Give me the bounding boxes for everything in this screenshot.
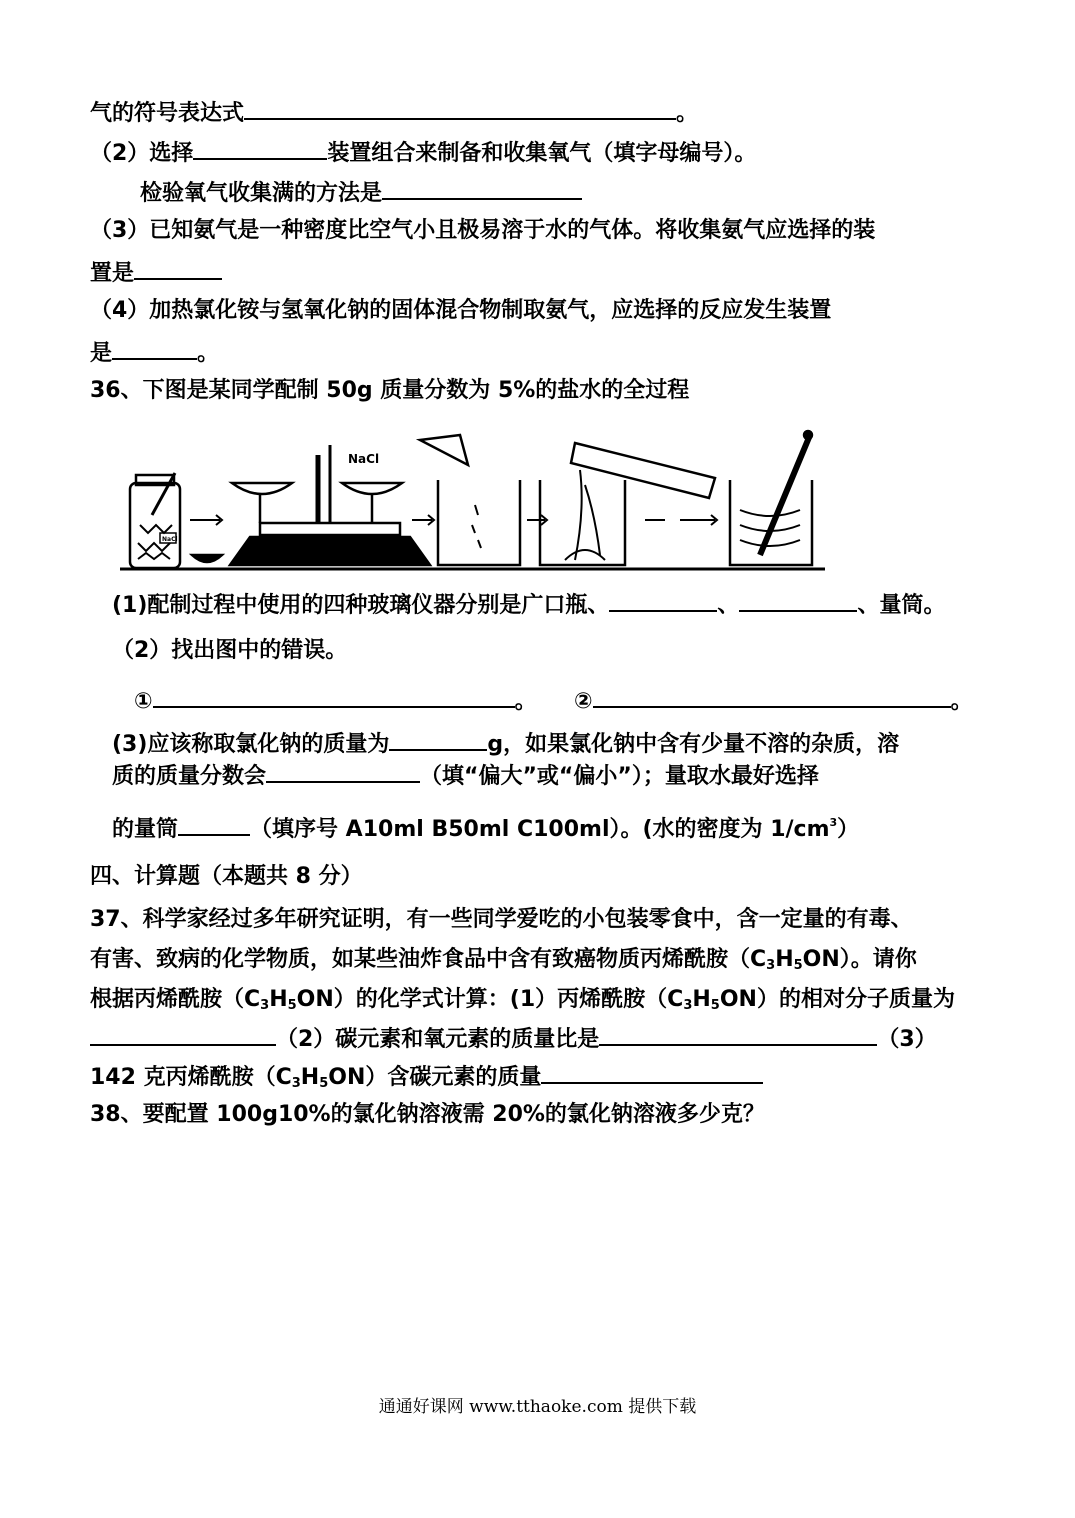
q36-part1: (1)配制过程中使用的四种玻璃仪器分别是广口瓶、 、 、量筒。: [112, 588, 945, 621]
answer-blank[interactable]: [609, 588, 717, 612]
q35-part2: （2）选择 装置组合来制备和收集氧气（填字母编号）。: [90, 136, 756, 169]
solution-preparation-diagram: [120, 425, 825, 575]
q37-line4: （2）碳元素和氧元素的质量比是 （3）: [90, 1022, 937, 1055]
answer-blank[interactable]: [593, 684, 951, 708]
q35-line1: 气的符号表达式 。: [90, 96, 698, 129]
q35-part4-cont: 是 。: [90, 336, 219, 369]
svg-text:NaCl: NaCl: [162, 536, 178, 543]
answer-blank[interactable]: [266, 759, 420, 783]
answer-blank[interactable]: [739, 588, 857, 612]
q37-line3: 根据丙烯酰胺$(C_3H_5ON)$的化学式计算：(1）丙烯酰胺$(C_3H_5ON)$的相对分子质量为: [90, 987, 955, 1013]
reagent-jar-illustration: [130, 473, 180, 568]
q36-part2: （2）找出图中的错误。: [112, 638, 348, 663]
answer-blank[interactable]: [244, 96, 676, 120]
q36-part3-cylinder: 的量筒 （填序号 A10ml B50ml C100ml）。(水的密度为 $1/cm^3$）: [112, 808, 859, 845]
q35-part3-cont: 置是: [90, 256, 222, 289]
beaker-stirring-illustration: [730, 431, 812, 565]
q38: 38、要配置 100g10%的氯化钠溶液需 20%的氯化钠溶液多少克？: [90, 1102, 765, 1127]
balance-scale-illustration: [230, 445, 430, 565]
page-footer: 通通好课网 www.tthaoke.com 提供下载: [378, 1397, 697, 1417]
answer-blank[interactable]: [599, 1022, 877, 1046]
q36-error2: ② 。: [574, 684, 973, 717]
answer-blank[interactable]: [382, 176, 582, 200]
q36-title: 36、下图是某同学配制 50g 质量分数为 5%的盐水的全过程: [90, 378, 690, 403]
q36-part3: (3)应该称取氯化钠的质量为 g，如果氯化钠中含有少量不溶的杂质，溶: [112, 727, 899, 760]
q35-part4: （4）加热氯化铵与氢氧化钠的固体混合物制取氨气，应选择的反应发生装置: [90, 298, 832, 323]
answer-blank[interactable]: [178, 812, 250, 836]
beaker-with-paper-illustration: [420, 435, 520, 565]
answer-blank[interactable]: [134, 256, 222, 280]
answer-blank[interactable]: [541, 1060, 763, 1084]
q37-line2: 有害、致病的化学物质，如某些油炸食品中含有致癌物质丙烯酰胺$(C_3H_5ON)$。请你: [90, 947, 917, 973]
q36-error1: ① 。: [134, 684, 537, 717]
section-4-heading: 四、计算题（本题共 8 分）: [90, 864, 363, 889]
q37-line5: 142 克丙烯酰胺$(C_3H_5ON)$含碳元素的质量: [90, 1060, 763, 1099]
answer-blank[interactable]: [389, 727, 487, 751]
svg-text:NaCl: NaCl: [348, 452, 380, 466]
q36-part3-cont: 质的质量分数会 （填“偏大”或“偏小”）；量取水最好选择: [112, 759, 819, 792]
answer-blank[interactable]: [90, 1022, 276, 1046]
beaker-pouring-illustration: [540, 443, 715, 565]
answer-blank[interactable]: [193, 136, 327, 160]
q37-line1: 37、科学家经过多年研究证明，有一些同学爱吃的小包装零食中，含一定量的有毒、: [90, 907, 913, 932]
answer-blank[interactable]: [153, 684, 515, 708]
q35-check-method: 检验氧气收集满的方法是: [140, 176, 582, 209]
answer-blank[interactable]: [112, 336, 197, 360]
q35-part3: （3）已知氨气是一种密度比空气小且极易溶于水的气体。将收集氨气应选择的装: [90, 218, 876, 243]
